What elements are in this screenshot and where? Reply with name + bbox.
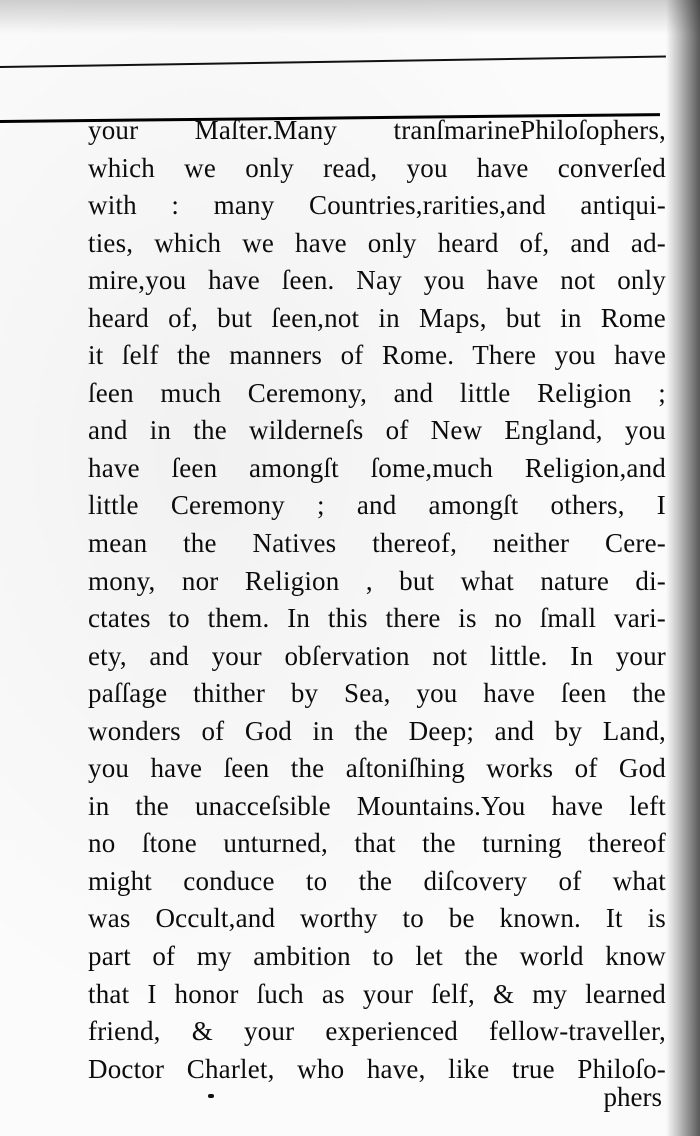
text-line: wonders of God in the Deep; and by Land, xyxy=(88,715,666,746)
text-line: you have ſeen the aſtoniſhing works of God xyxy=(88,753,666,784)
text-line: in the unacceſsible Mountains.You have left xyxy=(88,790,666,821)
text-line: ety, and your obſervation not little. In your xyxy=(88,640,666,671)
text-line: was Occult,and worthy to be known. It is xyxy=(88,903,666,934)
text-line: mony, nor Religion , but what nature di- xyxy=(88,565,666,596)
body-text xyxy=(88,112,666,1088)
text-line: little Ceremony ; and amongſt others, I xyxy=(88,490,666,521)
page-top-shadow xyxy=(0,0,700,34)
text-line: ctates to them. In this there is no ſmall vari- xyxy=(88,603,666,634)
text-line: that I honor ſuch as your ſelf, & my learned xyxy=(88,978,666,1009)
text-line: mire,you have ſeen. Nay you have not only xyxy=(88,265,666,296)
header-rule-thin xyxy=(0,56,666,68)
text-line: which we only read, you have converſed xyxy=(88,152,666,183)
page-gutter-shadow xyxy=(666,0,700,1136)
text-line: heard of, but ſeen,not in Maps, but in Rome xyxy=(88,302,666,333)
text-line: Doctor Charlet, who have, like true Philoſo- xyxy=(88,1053,666,1084)
text-line: have ſeen amongſt ſome,much Religion,and xyxy=(88,452,666,483)
text-line: mean the Natives thereof, neither Cere- xyxy=(88,528,666,559)
text-line: it ſelf the manners of Rome. There you have xyxy=(88,340,666,371)
text-line: ſeen much Ceremony, and little Religion ; xyxy=(88,377,666,408)
text-line: part of my ambition to let the world know xyxy=(88,941,666,972)
text-line: and in the wilderneſs of New England, you xyxy=(88,415,666,446)
text-line: paſſage thither by Sea, you have ſeen the xyxy=(88,678,666,709)
catchword: phers xyxy=(603,1082,662,1112)
text-line: friend, & your experienced fellow-traveller, xyxy=(88,1016,666,1047)
text-line: with : many Countries,rarities,and antiqui- xyxy=(88,190,666,221)
ink-blot xyxy=(208,1094,214,1098)
text-line: your Maſter.Many tranſmarinePhiloſophers, xyxy=(88,115,666,145)
text-line: might conduce to the diſcovery of what xyxy=(88,865,666,896)
text-line: no ſtone unturned, that the turning thereof xyxy=(88,828,666,859)
text-line: ties, which we have only heard of, and ad- xyxy=(88,227,666,258)
